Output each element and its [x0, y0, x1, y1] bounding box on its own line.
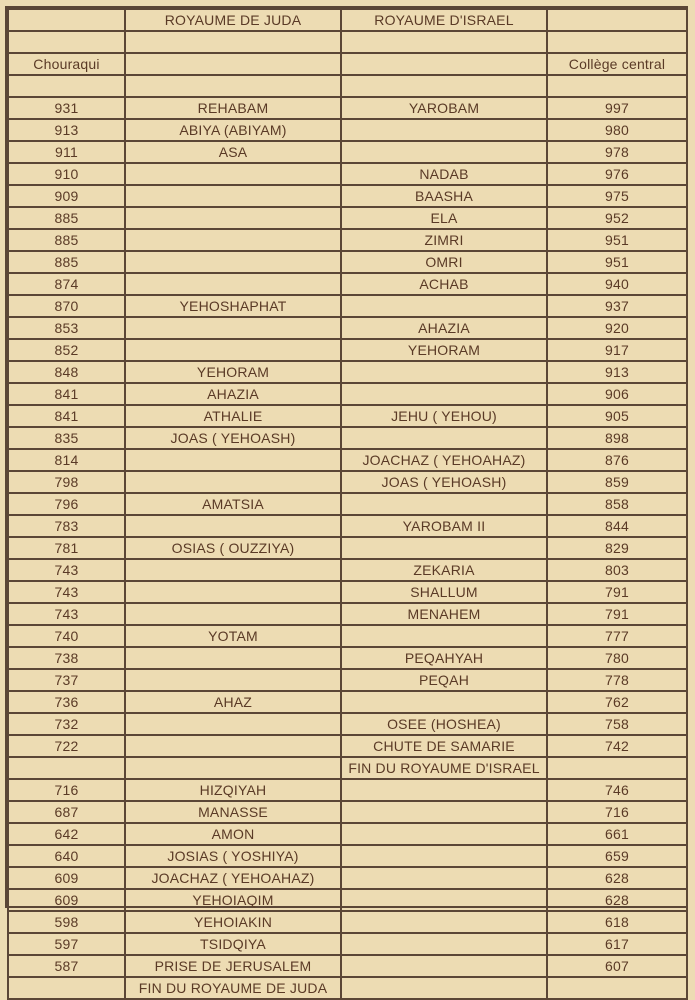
table-row [8, 779, 687, 801]
chouraqui-date-cell: 931 [8, 97, 125, 119]
table-row [8, 273, 687, 295]
college-date-cell: 917 [547, 339, 687, 361]
chouraqui-date-cell: 738 [8, 647, 125, 669]
judah-king-cell [125, 317, 341, 339]
college-date-cell: 997 [547, 97, 687, 119]
college-date-cell [547, 757, 687, 779]
judah-king-cell: OSIAS ( OUZZIYA) [125, 537, 341, 559]
judah-king-cell: AMON [125, 823, 341, 845]
chouraqui-date-cell: 587 [8, 955, 125, 977]
table-row [8, 207, 687, 229]
college-date-cell: 628 [547, 889, 687, 911]
college-date-cell: 940 [547, 273, 687, 295]
judah-king-cell: YEHOIAQIM [125, 889, 341, 911]
chouraqui-date-cell: 598 [8, 911, 125, 933]
chouraqui-date-cell: 737 [8, 669, 125, 691]
israel-king-cell: MENAHEM [341, 603, 547, 625]
israel-king-cell [341, 361, 547, 383]
chouraqui-date-cell: 798 [8, 471, 125, 493]
chouraqui-date-cell: 722 [8, 735, 125, 757]
empty-cell [8, 31, 125, 53]
judah-king-cell [125, 735, 341, 757]
chouraqui-date-cell: 885 [8, 229, 125, 251]
israel-king-cell [341, 383, 547, 405]
israel-king-cell [341, 911, 547, 933]
college-date-cell: 905 [547, 405, 687, 427]
israel-king-cell [341, 493, 547, 515]
table-row [8, 339, 687, 361]
judah-king-cell: YEHOIAKIN [125, 911, 341, 933]
israel-king-cell: JOACHAZ ( YEHOAHAZ) [341, 449, 547, 471]
table-row [8, 119, 687, 141]
college-date-cell: 791 [547, 581, 687, 603]
chouraqui-date-cell [8, 757, 125, 779]
table-row [8, 97, 687, 119]
judah-king-cell: YEHORAM [125, 361, 341, 383]
college-date-cell: 898 [547, 427, 687, 449]
empty-cell [341, 31, 547, 53]
table-row [8, 735, 687, 757]
judah-king-cell [125, 559, 341, 581]
empty-cell [125, 53, 341, 75]
empty-cell [547, 75, 687, 97]
chouraqui-date-cell: 743 [8, 603, 125, 625]
judah-king-cell [125, 669, 341, 691]
israel-king-cell: ZEKARIA [341, 559, 547, 581]
chouraqui-date-cell: 841 [8, 405, 125, 427]
empty-cell [8, 75, 125, 97]
israel-king-cell [341, 801, 547, 823]
table-row [8, 449, 687, 471]
header-row-sources [8, 53, 687, 75]
table-row [8, 581, 687, 603]
header-empty-cell [547, 9, 687, 31]
israel-king-cell: ACHAB [341, 273, 547, 295]
chouraqui-date-cell: 642 [8, 823, 125, 845]
chouraqui-date-cell: 909 [8, 185, 125, 207]
college-date-cell: 978 [547, 141, 687, 163]
israel-king-cell: ZIMRI [341, 229, 547, 251]
judah-king-cell [125, 229, 341, 251]
table-row [8, 603, 687, 625]
israel-king-cell: PEQAHYAH [341, 647, 547, 669]
college-date-cell: 876 [547, 449, 687, 471]
judah-king-cell: YEHOSHAPHAT [125, 295, 341, 317]
chouraqui-date-cell: 609 [8, 889, 125, 911]
judah-king-cell: JOACHAZ ( YEHOAHAZ) [125, 867, 341, 889]
chouraqui-date-cell: 874 [8, 273, 125, 295]
judah-king-cell [125, 207, 341, 229]
israel-king-cell [341, 933, 547, 955]
college-date-cell: 617 [547, 933, 687, 955]
empty-cell [341, 53, 547, 75]
israel-king-cell: NADAB [341, 163, 547, 185]
chouraqui-date-cell: 743 [8, 559, 125, 581]
chouraqui-date-cell: 841 [8, 383, 125, 405]
college-date-cell: 746 [547, 779, 687, 801]
table-row [8, 229, 687, 251]
table-row [8, 933, 687, 955]
judah-king-cell: PRISE DE JERUSALEM [125, 955, 341, 977]
judah-king-cell [125, 449, 341, 471]
judah-king-cell [125, 603, 341, 625]
judah-king-cell [125, 581, 341, 603]
college-date-cell: 937 [547, 295, 687, 317]
table-row [8, 383, 687, 405]
israel-king-cell: YAROBAM II [341, 515, 547, 537]
israel-king-cell: CHUTE DE SAMARIE [341, 735, 547, 757]
empty-cell [341, 75, 547, 97]
judah-king-cell [125, 251, 341, 273]
israel-king-cell [341, 691, 547, 713]
table-row [8, 823, 687, 845]
empty-cell [125, 75, 341, 97]
table-row [8, 361, 687, 383]
header-empty-cell [8, 9, 125, 31]
college-date-cell: 844 [547, 515, 687, 537]
chouraqui-date-cell: 732 [8, 713, 125, 735]
header-kingdom-israel: ROYAUME D'ISRAEL [341, 9, 547, 31]
kings-chronology-table [7, 8, 688, 1000]
israel-king-cell [341, 625, 547, 647]
judah-king-cell: ABIYA (ABIYAM) [125, 119, 341, 141]
israel-king-cell [341, 779, 547, 801]
israel-king-cell: PEQAH [341, 669, 547, 691]
table-row [8, 757, 687, 779]
chouraqui-date-cell: 910 [8, 163, 125, 185]
israel-king-cell [341, 977, 547, 999]
chouraqui-date-cell: 783 [8, 515, 125, 537]
college-date-cell: 628 [547, 867, 687, 889]
judah-king-cell [125, 163, 341, 185]
table-row [8, 867, 687, 889]
chouraqui-date-cell: 853 [8, 317, 125, 339]
college-date-cell: 659 [547, 845, 687, 867]
college-date-cell: 906 [547, 383, 687, 405]
college-date-cell: 791 [547, 603, 687, 625]
israel-king-cell [341, 867, 547, 889]
judah-king-cell [125, 339, 341, 361]
table-row [8, 493, 687, 515]
chouraqui-date-cell: 835 [8, 427, 125, 449]
judah-king-cell: FIN DU ROYAUME DE JUDA [125, 977, 341, 999]
israel-king-cell [341, 427, 547, 449]
israel-king-cell: YAROBAM [341, 97, 547, 119]
table-row [8, 845, 687, 867]
table-row [8, 515, 687, 537]
table-row [8, 537, 687, 559]
college-date-cell: 618 [547, 911, 687, 933]
college-date-cell: 975 [547, 185, 687, 207]
college-date-cell: 951 [547, 251, 687, 273]
table-row [8, 801, 687, 823]
header-college-central: Collège central [547, 53, 687, 75]
chouraqui-date-cell [8, 977, 125, 999]
table-row [8, 691, 687, 713]
empty-cell [547, 31, 687, 53]
israel-king-cell: ELA [341, 207, 547, 229]
chouraqui-date-cell: 885 [8, 207, 125, 229]
judah-king-cell: HIZQIYAH [125, 779, 341, 801]
chouraqui-date-cell: 640 [8, 845, 125, 867]
chouraqui-date-cell: 870 [8, 295, 125, 317]
israel-king-cell [341, 141, 547, 163]
chouraqui-date-cell: 716 [8, 779, 125, 801]
college-date-cell [547, 977, 687, 999]
table-row [8, 911, 687, 933]
chouraqui-date-cell: 740 [8, 625, 125, 647]
israel-king-cell: YEHORAM [341, 339, 547, 361]
judah-king-cell: AMATSIA [125, 493, 341, 515]
chouraqui-date-cell: 848 [8, 361, 125, 383]
table-row [8, 163, 687, 185]
judah-king-cell: TSIDQIYA [125, 933, 341, 955]
israel-king-cell [341, 537, 547, 559]
judah-king-cell: REHABAM [125, 97, 341, 119]
chouraqui-date-cell: 743 [8, 581, 125, 603]
college-date-cell: 742 [547, 735, 687, 757]
college-date-cell: 859 [547, 471, 687, 493]
college-date-cell: 777 [547, 625, 687, 647]
college-date-cell: 780 [547, 647, 687, 669]
israel-king-cell: OSEE (HOSHEA) [341, 713, 547, 735]
judah-king-cell: MANASSE [125, 801, 341, 823]
judah-king-cell: AHAZ [125, 691, 341, 713]
spacer-row [8, 75, 687, 97]
table-row [8, 647, 687, 669]
header-chouraqui: Chouraqui [8, 53, 125, 75]
empty-cell [125, 31, 341, 53]
chouraqui-date-cell: 597 [8, 933, 125, 955]
table-row [8, 427, 687, 449]
table-row [8, 559, 687, 581]
college-date-cell: 913 [547, 361, 687, 383]
college-date-cell: 803 [547, 559, 687, 581]
israel-king-cell: JEHU ( YEHOU) [341, 405, 547, 427]
college-date-cell: 661 [547, 823, 687, 845]
table-row [8, 625, 687, 647]
israel-king-cell: AHAZIA [341, 317, 547, 339]
judah-king-cell: AHAZIA [125, 383, 341, 405]
israel-king-cell: OMRI [341, 251, 547, 273]
college-date-cell: 716 [547, 801, 687, 823]
header-kingdom-judah: ROYAUME DE JUDA [125, 9, 341, 31]
israel-king-cell [341, 889, 547, 911]
college-date-cell: 920 [547, 317, 687, 339]
israel-king-cell [341, 845, 547, 867]
judah-king-cell: JOSIAS ( YOSHIYA) [125, 845, 341, 867]
table-row [8, 405, 687, 427]
judah-king-cell [125, 273, 341, 295]
chouraqui-date-cell: 796 [8, 493, 125, 515]
chouraqui-date-cell: 814 [8, 449, 125, 471]
chouraqui-date-cell: 913 [8, 119, 125, 141]
israel-king-cell: JOAS ( YEHOASH) [341, 471, 547, 493]
israel-king-cell: BAASHA [341, 185, 547, 207]
college-date-cell: 758 [547, 713, 687, 735]
chouraqui-date-cell: 687 [8, 801, 125, 823]
table-row [8, 141, 687, 163]
chouraqui-date-cell: 781 [8, 537, 125, 559]
table-row [8, 471, 687, 493]
chronology-table-frame [5, 6, 688, 996]
table-row [8, 251, 687, 273]
chouraqui-date-cell: 911 [8, 141, 125, 163]
header-row-kingdoms [8, 9, 687, 31]
chouraqui-date-cell: 852 [8, 339, 125, 361]
judah-king-cell [125, 185, 341, 207]
israel-king-cell: FIN DU ROYAUME D'ISRAEL [341, 757, 547, 779]
judah-king-cell [125, 647, 341, 669]
college-date-cell: 607 [547, 955, 687, 977]
chouraqui-date-cell: 736 [8, 691, 125, 713]
table-row [8, 955, 687, 977]
college-date-cell: 778 [547, 669, 687, 691]
spacer-row [8, 31, 687, 53]
college-date-cell: 952 [547, 207, 687, 229]
table-row [8, 185, 687, 207]
judah-king-cell: ATHALIE [125, 405, 341, 427]
israel-king-cell [341, 955, 547, 977]
college-date-cell: 829 [547, 537, 687, 559]
judah-king-cell [125, 515, 341, 537]
judah-king-cell: YOTAM [125, 625, 341, 647]
israel-king-cell: SHALLUM [341, 581, 547, 603]
judah-king-cell [125, 757, 341, 779]
college-date-cell: 976 [547, 163, 687, 185]
table-row [8, 889, 687, 911]
college-date-cell: 762 [547, 691, 687, 713]
college-date-cell: 951 [547, 229, 687, 251]
college-date-cell: 858 [547, 493, 687, 515]
judah-king-cell [125, 713, 341, 735]
israel-king-cell [341, 295, 547, 317]
judah-king-cell: ASA [125, 141, 341, 163]
chouraqui-date-cell: 609 [8, 867, 125, 889]
israel-king-cell [341, 823, 547, 845]
table-row [8, 669, 687, 691]
table-row [8, 317, 687, 339]
table-row [8, 713, 687, 735]
chouraqui-date-cell: 885 [8, 251, 125, 273]
table-row [8, 295, 687, 317]
judah-king-cell: JOAS ( YEHOASH) [125, 427, 341, 449]
college-date-cell: 980 [547, 119, 687, 141]
table-row [8, 977, 687, 999]
judah-king-cell [125, 471, 341, 493]
israel-king-cell [341, 119, 547, 141]
